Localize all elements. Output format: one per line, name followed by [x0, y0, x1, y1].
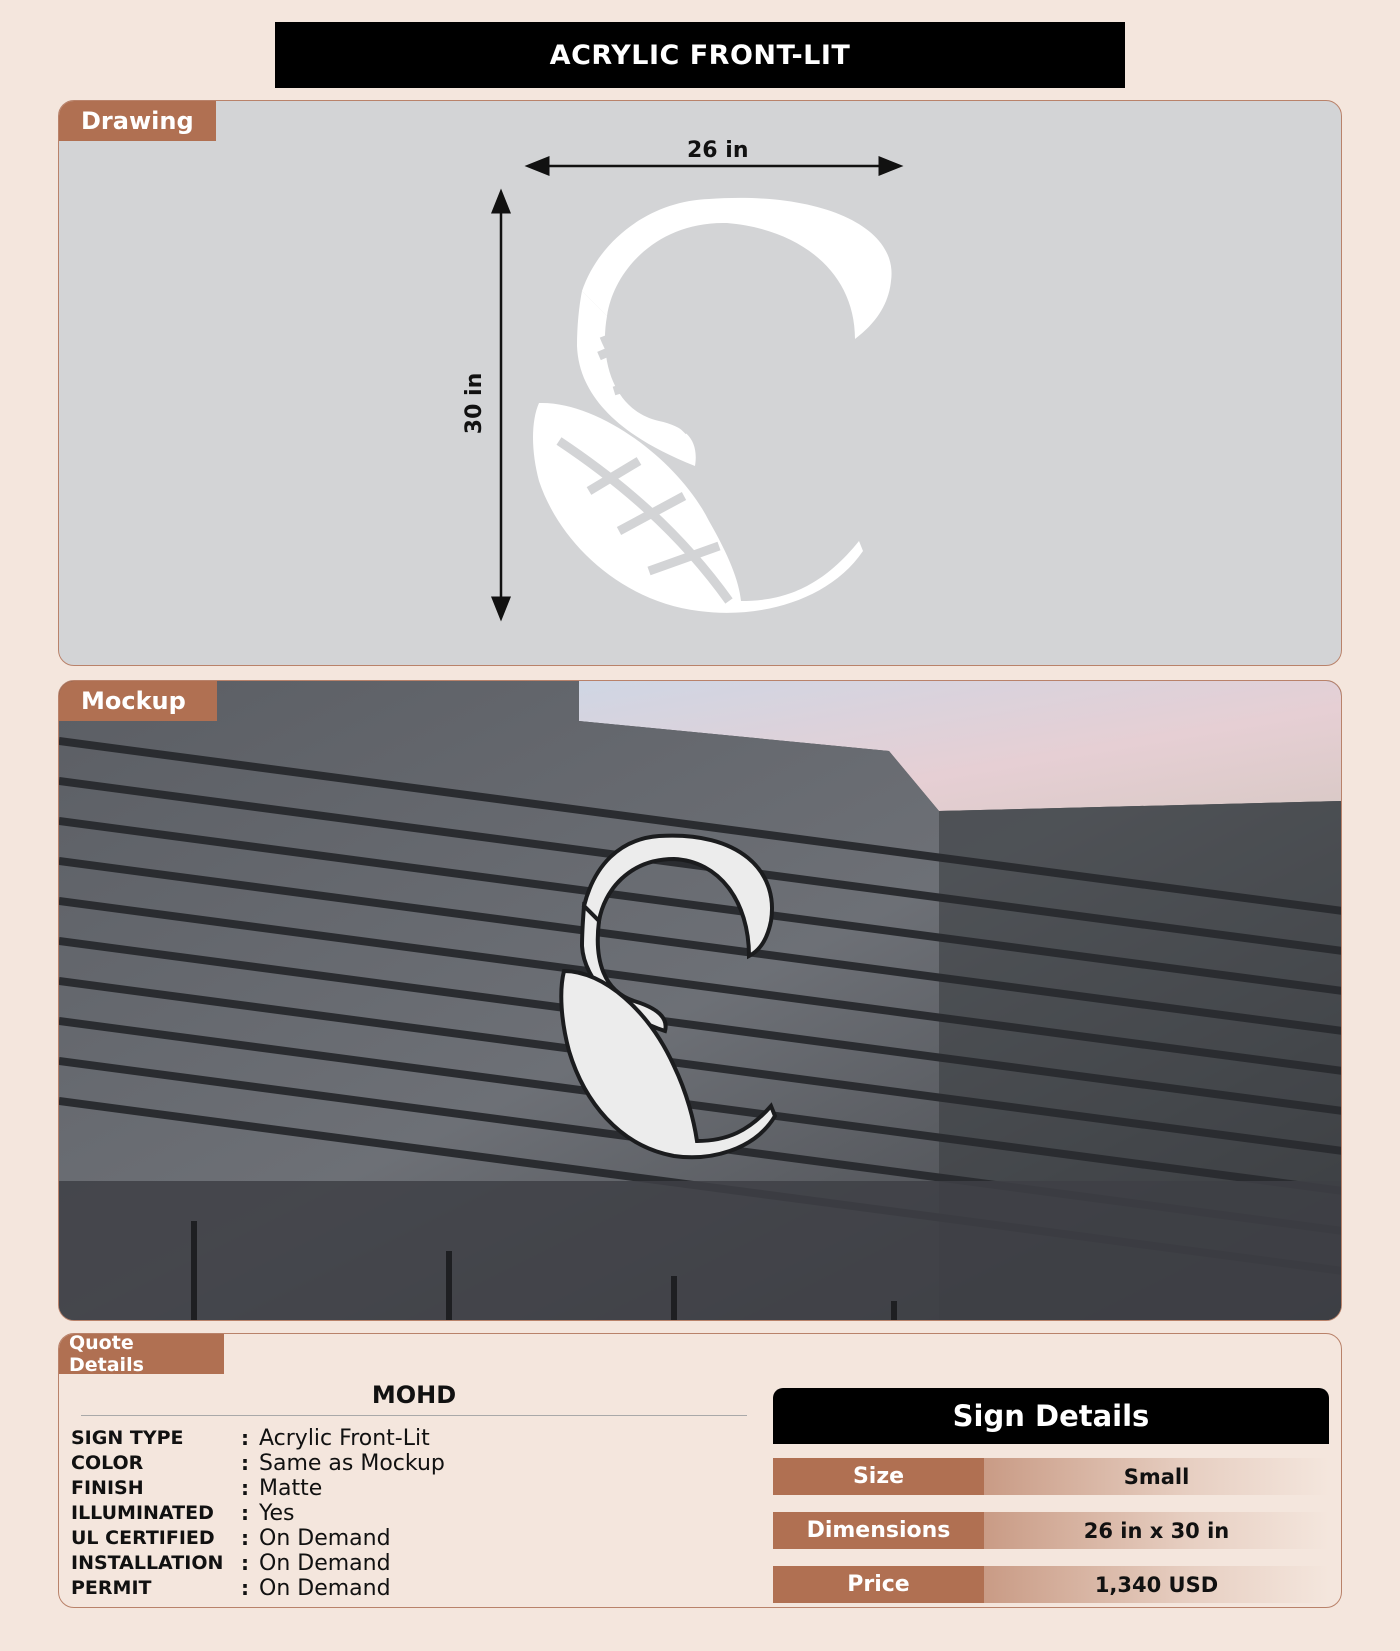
detail-key: Dimensions — [773, 1512, 984, 1549]
sign-details-heading: Sign Details — [773, 1388, 1329, 1444]
spec-row-illuminated: ILLUMINATED : Yes — [71, 1500, 295, 1526]
spec-value: Yes — [259, 1500, 295, 1526]
detail-row-price — [773, 1566, 1329, 1603]
drawing-panel — [58, 100, 1342, 666]
spec-row-color: COLOR : Same as Mockup — [71, 1450, 445, 1476]
spec-key: SIGN TYPE — [71, 1427, 184, 1449]
width-label: 26 in — [687, 138, 749, 163]
spec-value: On Demand — [259, 1575, 391, 1601]
spec-value: Same as Mockup — [259, 1450, 445, 1476]
spec-value: On Demand — [259, 1550, 391, 1576]
spec-row-sign-type: SIGN TYPE : Acrylic Front-Lit — [71, 1425, 430, 1451]
mockup-tab: Mockup — [59, 681, 217, 721]
drawing-tab: Drawing — [59, 101, 216, 141]
spec-value: On Demand — [259, 1525, 391, 1551]
spec-key: UL CERTIFIED — [71, 1527, 215, 1549]
spec-value: Matte — [259, 1475, 323, 1501]
spec-row-permit: PERMIT : On Demand — [71, 1575, 391, 1601]
spec-row-finish: FINISH : Matte — [71, 1475, 323, 1501]
spec-key: FINISH — [71, 1477, 144, 1499]
drawing-canvas — [59, 101, 1342, 666]
page-title: ACRYLIC FRONT-LIT — [275, 22, 1125, 88]
mockup-panel — [58, 680, 1342, 1321]
spec-key: COLOR — [71, 1452, 144, 1474]
detail-value: 26 in x 30 in — [984, 1512, 1329, 1549]
customer-name: MOHD — [81, 1381, 747, 1416]
quote-details-tab: Quote Details — [59, 1334, 224, 1374]
detail-value: Small — [984, 1458, 1329, 1495]
spec-row-installation: INSTALLATION : On Demand — [71, 1550, 391, 1576]
detail-row-dimensions — [773, 1512, 1329, 1549]
detail-value: 1,340 USD — [984, 1566, 1329, 1603]
height-label: 30 in — [462, 372, 488, 435]
detail-key: Size — [773, 1458, 984, 1495]
detail-key: Price — [773, 1566, 984, 1603]
spec-row-ul-certified: UL CERTIFIED : On Demand — [71, 1525, 391, 1551]
spec-value: Acrylic Front-Lit — [259, 1425, 430, 1451]
mockup-image — [59, 681, 1342, 1321]
spec-key: ILLUMINATED — [71, 1502, 214, 1524]
spec-key: PERMIT — [71, 1577, 152, 1599]
quote-details-panel — [58, 1333, 1342, 1608]
spec-key: INSTALLATION — [71, 1552, 224, 1574]
detail-row-size — [773, 1458, 1329, 1495]
